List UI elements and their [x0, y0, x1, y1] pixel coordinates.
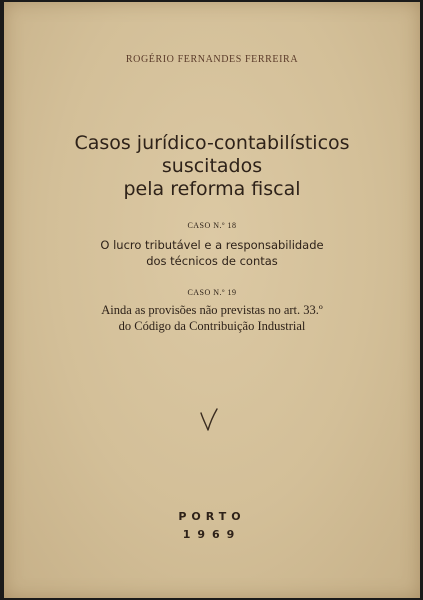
case-19-line-1: Ainda as provisões não previstas no art. 33.º — [101, 303, 323, 317]
case-19-subtitle — [4, 302, 420, 334]
case-18-line-2: dos técnicos de contas — [146, 254, 278, 268]
book-cover — [4, 2, 420, 598]
title-line-3: pela reforma fiscal — [123, 178, 301, 200]
case-19-heading: CASO N.º 19 — [187, 288, 237, 297]
author-name: ROGÉRIO FERNANDES FERREIRA — [125, 54, 299, 65]
case-19-line-2: do Código da Contribuição Industrial — [118, 319, 306, 333]
title-line-2: suscitados — [161, 155, 263, 177]
book-title — [4, 132, 420, 201]
case-18-line-1: O lucro tributável e a responsabilidade — [100, 238, 324, 252]
case-18-subtitle — [4, 237, 420, 269]
publication-place: PORTO — [178, 510, 246, 523]
publication-year: 1969 — [182, 528, 242, 541]
handwritten-check-mark — [198, 407, 220, 433]
case-18-heading: CASO N.º 18 — [187, 221, 237, 230]
title-line-1: Casos jurídico-contabilísticos — [74, 132, 350, 154]
